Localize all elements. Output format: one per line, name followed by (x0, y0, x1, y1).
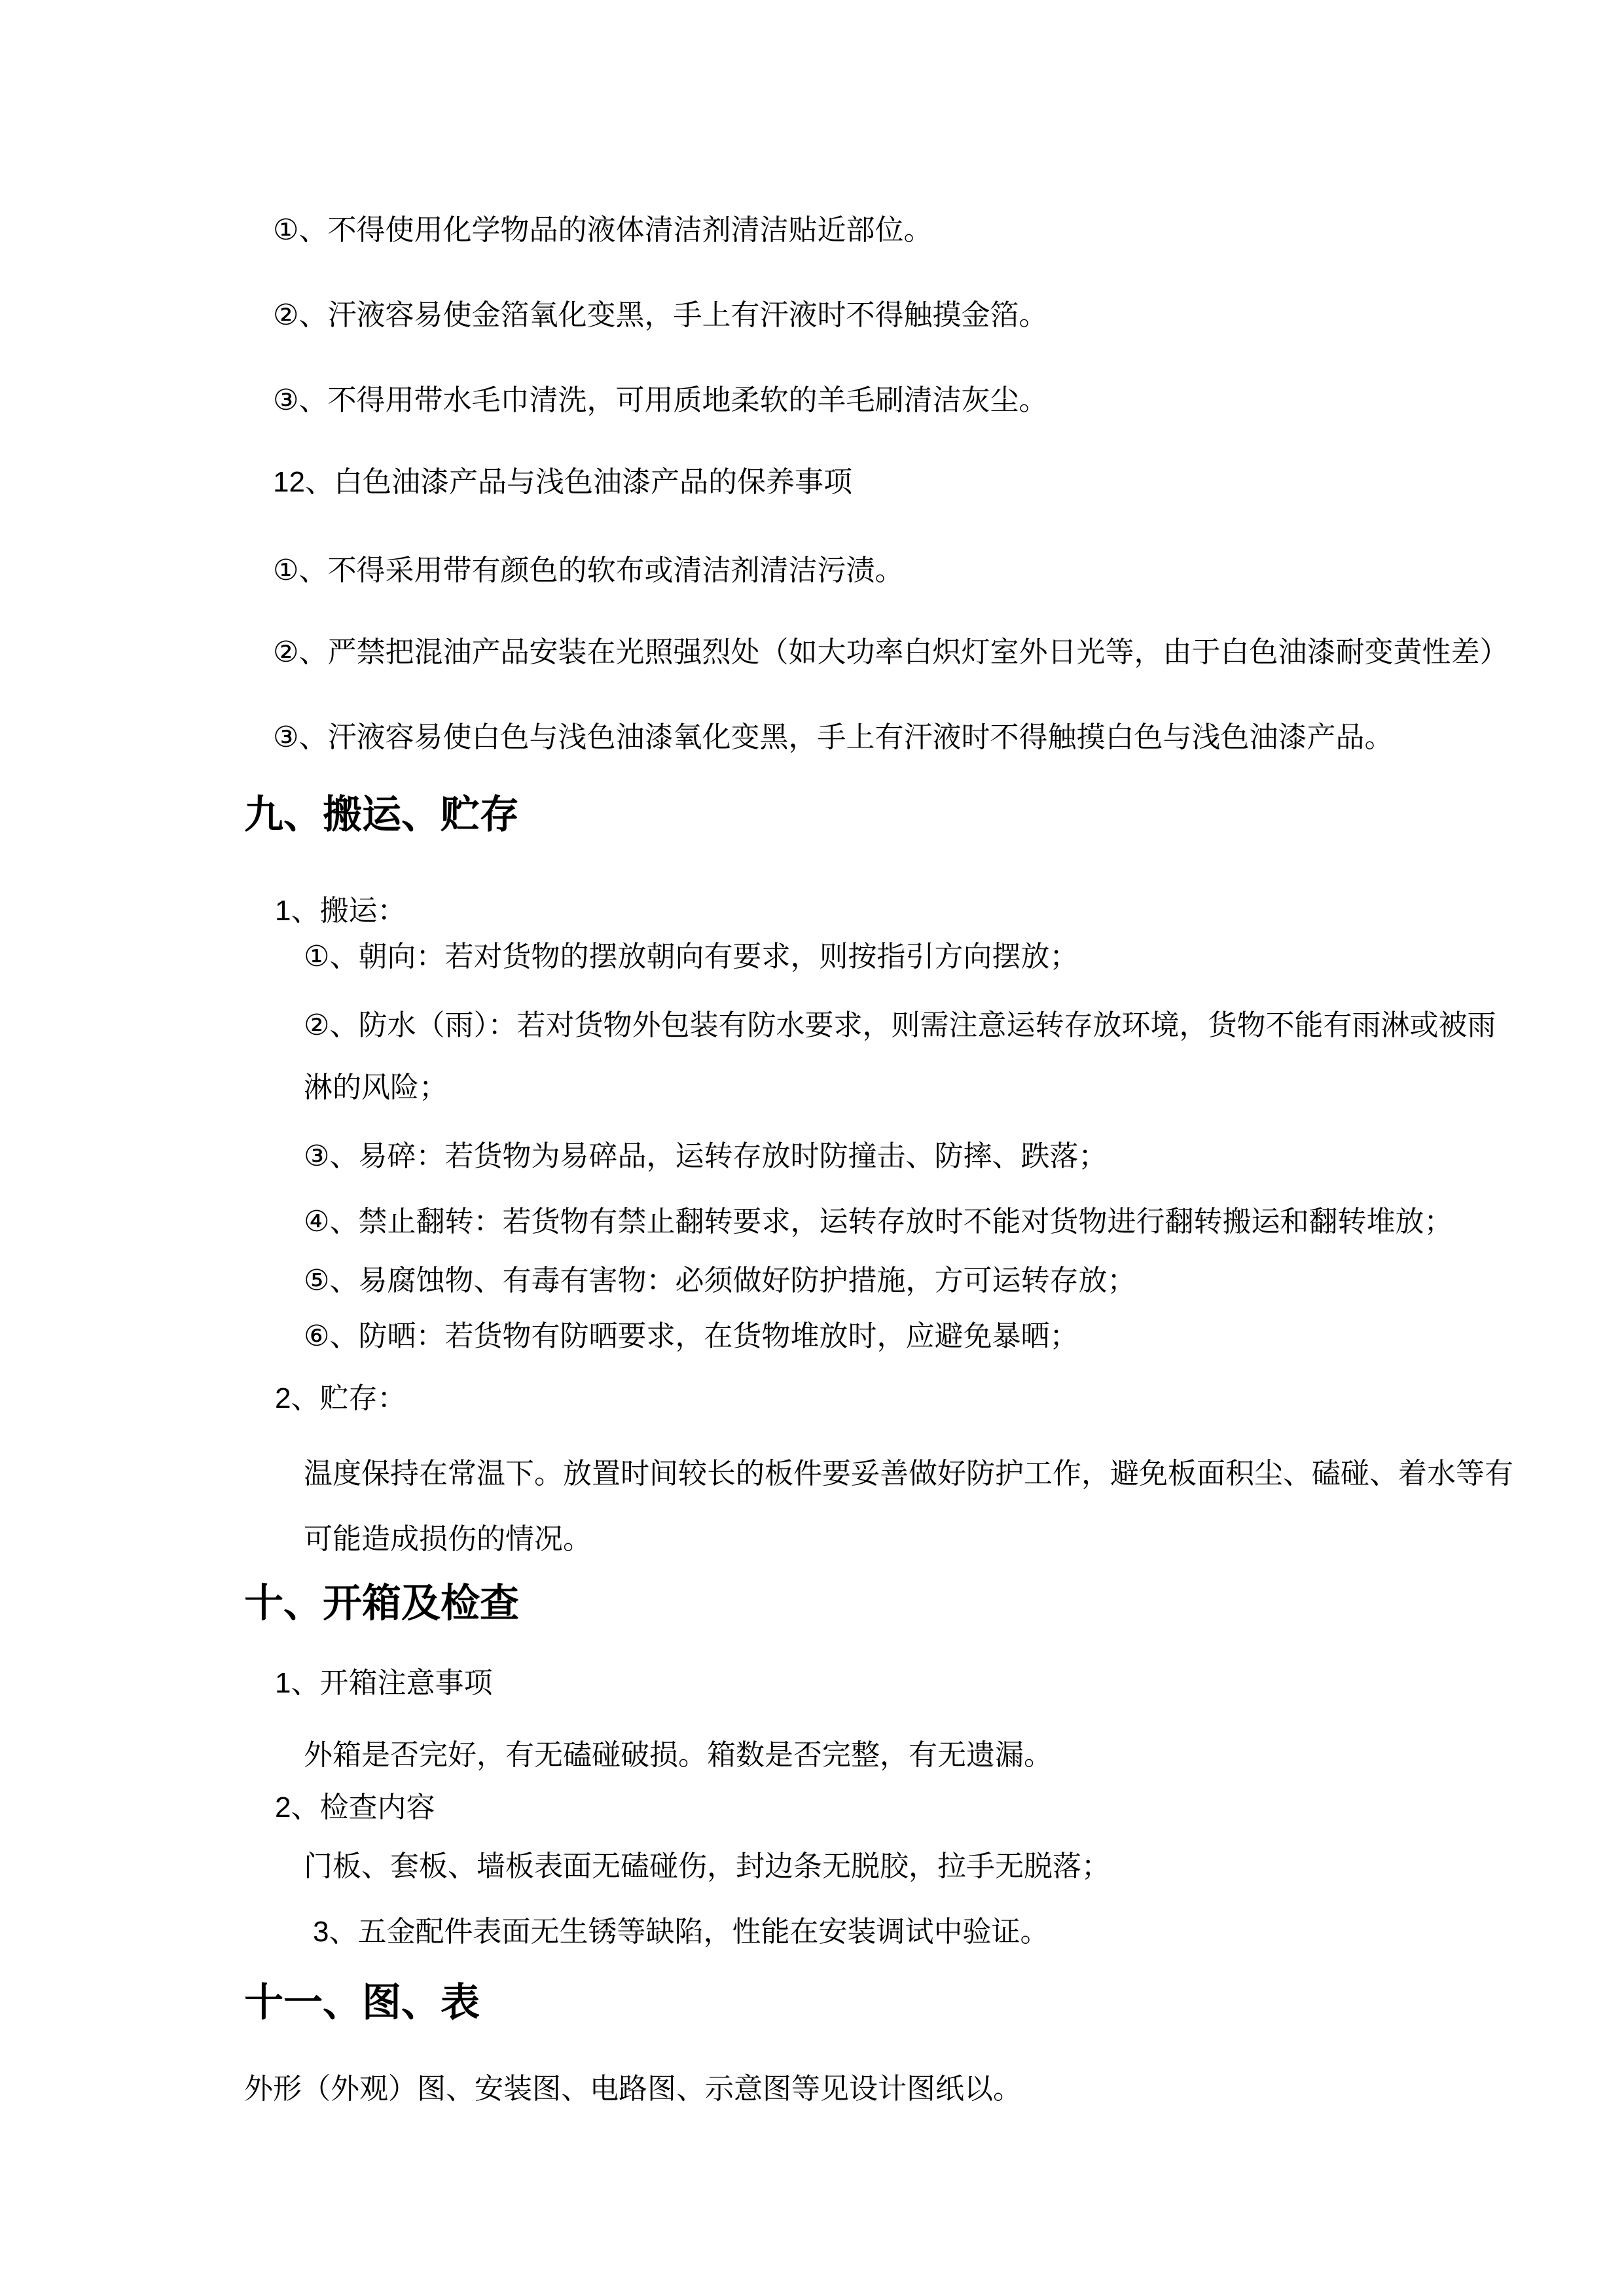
storage-label: 2、贮存： (275, 1382, 406, 1414)
handling-item-5: ⑤、易腐蚀物、有毒有害物：必须做好防护措施，方可运转存放； (304, 1265, 1136, 1297)
item-12-heading: 12、白色油漆产品与浅色油漆产品的保养事项 (273, 466, 852, 498)
handling-label: 1、搬运： (275, 895, 406, 927)
handling-item-4: ④、禁止翻转：若货物有禁止翻转要求，运转存放时不能对货物进行翻转搬运和翻转堆放； (304, 1206, 1453, 1238)
storage-line-1: 温度保持在常温下。放置时间较长的板件要妥善做好防护工作，避免板面积尘、磕碰、着水等有 (304, 1458, 1513, 1490)
unbox-note-label: 1、开箱注意事项 (275, 1667, 493, 1699)
item-12-sub-3: ③、汗液容易使白色与浅色油漆氧化变黑，手上有汗液时不得触摸白色与浅色油漆产品。 (273, 721, 1394, 753)
intro-item-3: ③、不得用带水毛巾清洗，可用质地柔软的羊毛刷清洁灰尘。 (273, 384, 1048, 416)
handling-item-2: ②、防水（雨）：若对货物外包装有防水要求，则需注意运转存放环境，货物不能有雨淋或被雨 (304, 1009, 1496, 1041)
handling-item-2-continuation: 淋的风险； (304, 1071, 448, 1103)
unbox-note-text: 外箱是否完好，有无磕碰破损。箱数是否完整，有无遗漏。 (304, 1739, 1053, 1771)
handling-item-6: ⑥、防晒：若货物有防晒要求，在货物堆放时，应避免暴晒； (304, 1320, 1079, 1352)
check-content-label: 2、检查内容 (275, 1791, 435, 1823)
intro-item-2: ②、汗液容易使金箔氧化变黑，手上有汗液时不得触摸金箔。 (273, 299, 1048, 331)
section-11-heading: 十一、图、表 (244, 1981, 480, 2024)
intro-item-1: ①、不得使用化学物品的液体清洁剂清洁贴近部位。 (273, 214, 933, 246)
handling-item-3: ③、易碎：若货物为易碎品，运转存放时防撞击、防摔、跌落； (304, 1140, 1108, 1172)
item-12-sub-2: ②、严禁把混油产品安装在光照强烈处（如大功率白炽灯室外日光等，由于白色油漆耐变黄性差） (273, 636, 1509, 668)
handling-item-1: ①、朝向：若对货物的摆放朝向有要求，则按指引方向摆放； (304, 941, 1079, 973)
check-content-text: 门板、套板、墙板表面无磕碰伤，封边条无脱胶，拉手无脱落； (304, 1850, 1110, 1882)
hardware-check-text: 3、五金配件表面无生锈等缺陷，性能在安装调试中验证。 (313, 1916, 1049, 1948)
storage-line-2: 可能造成损伤的情况。 (304, 1523, 592, 1555)
item-12-sub-1: ①、不得采用带有颜色的软布或清洁剂清洁污渍。 (273, 554, 904, 586)
section-9-heading: 九、搬运、贮存 (244, 793, 519, 836)
section-10-heading: 十、开箱及检查 (244, 1581, 519, 1625)
drawings-text: 外形（外观）图、安装图、电路图、示意图等见设计图纸以。 (244, 2073, 1022, 2105)
